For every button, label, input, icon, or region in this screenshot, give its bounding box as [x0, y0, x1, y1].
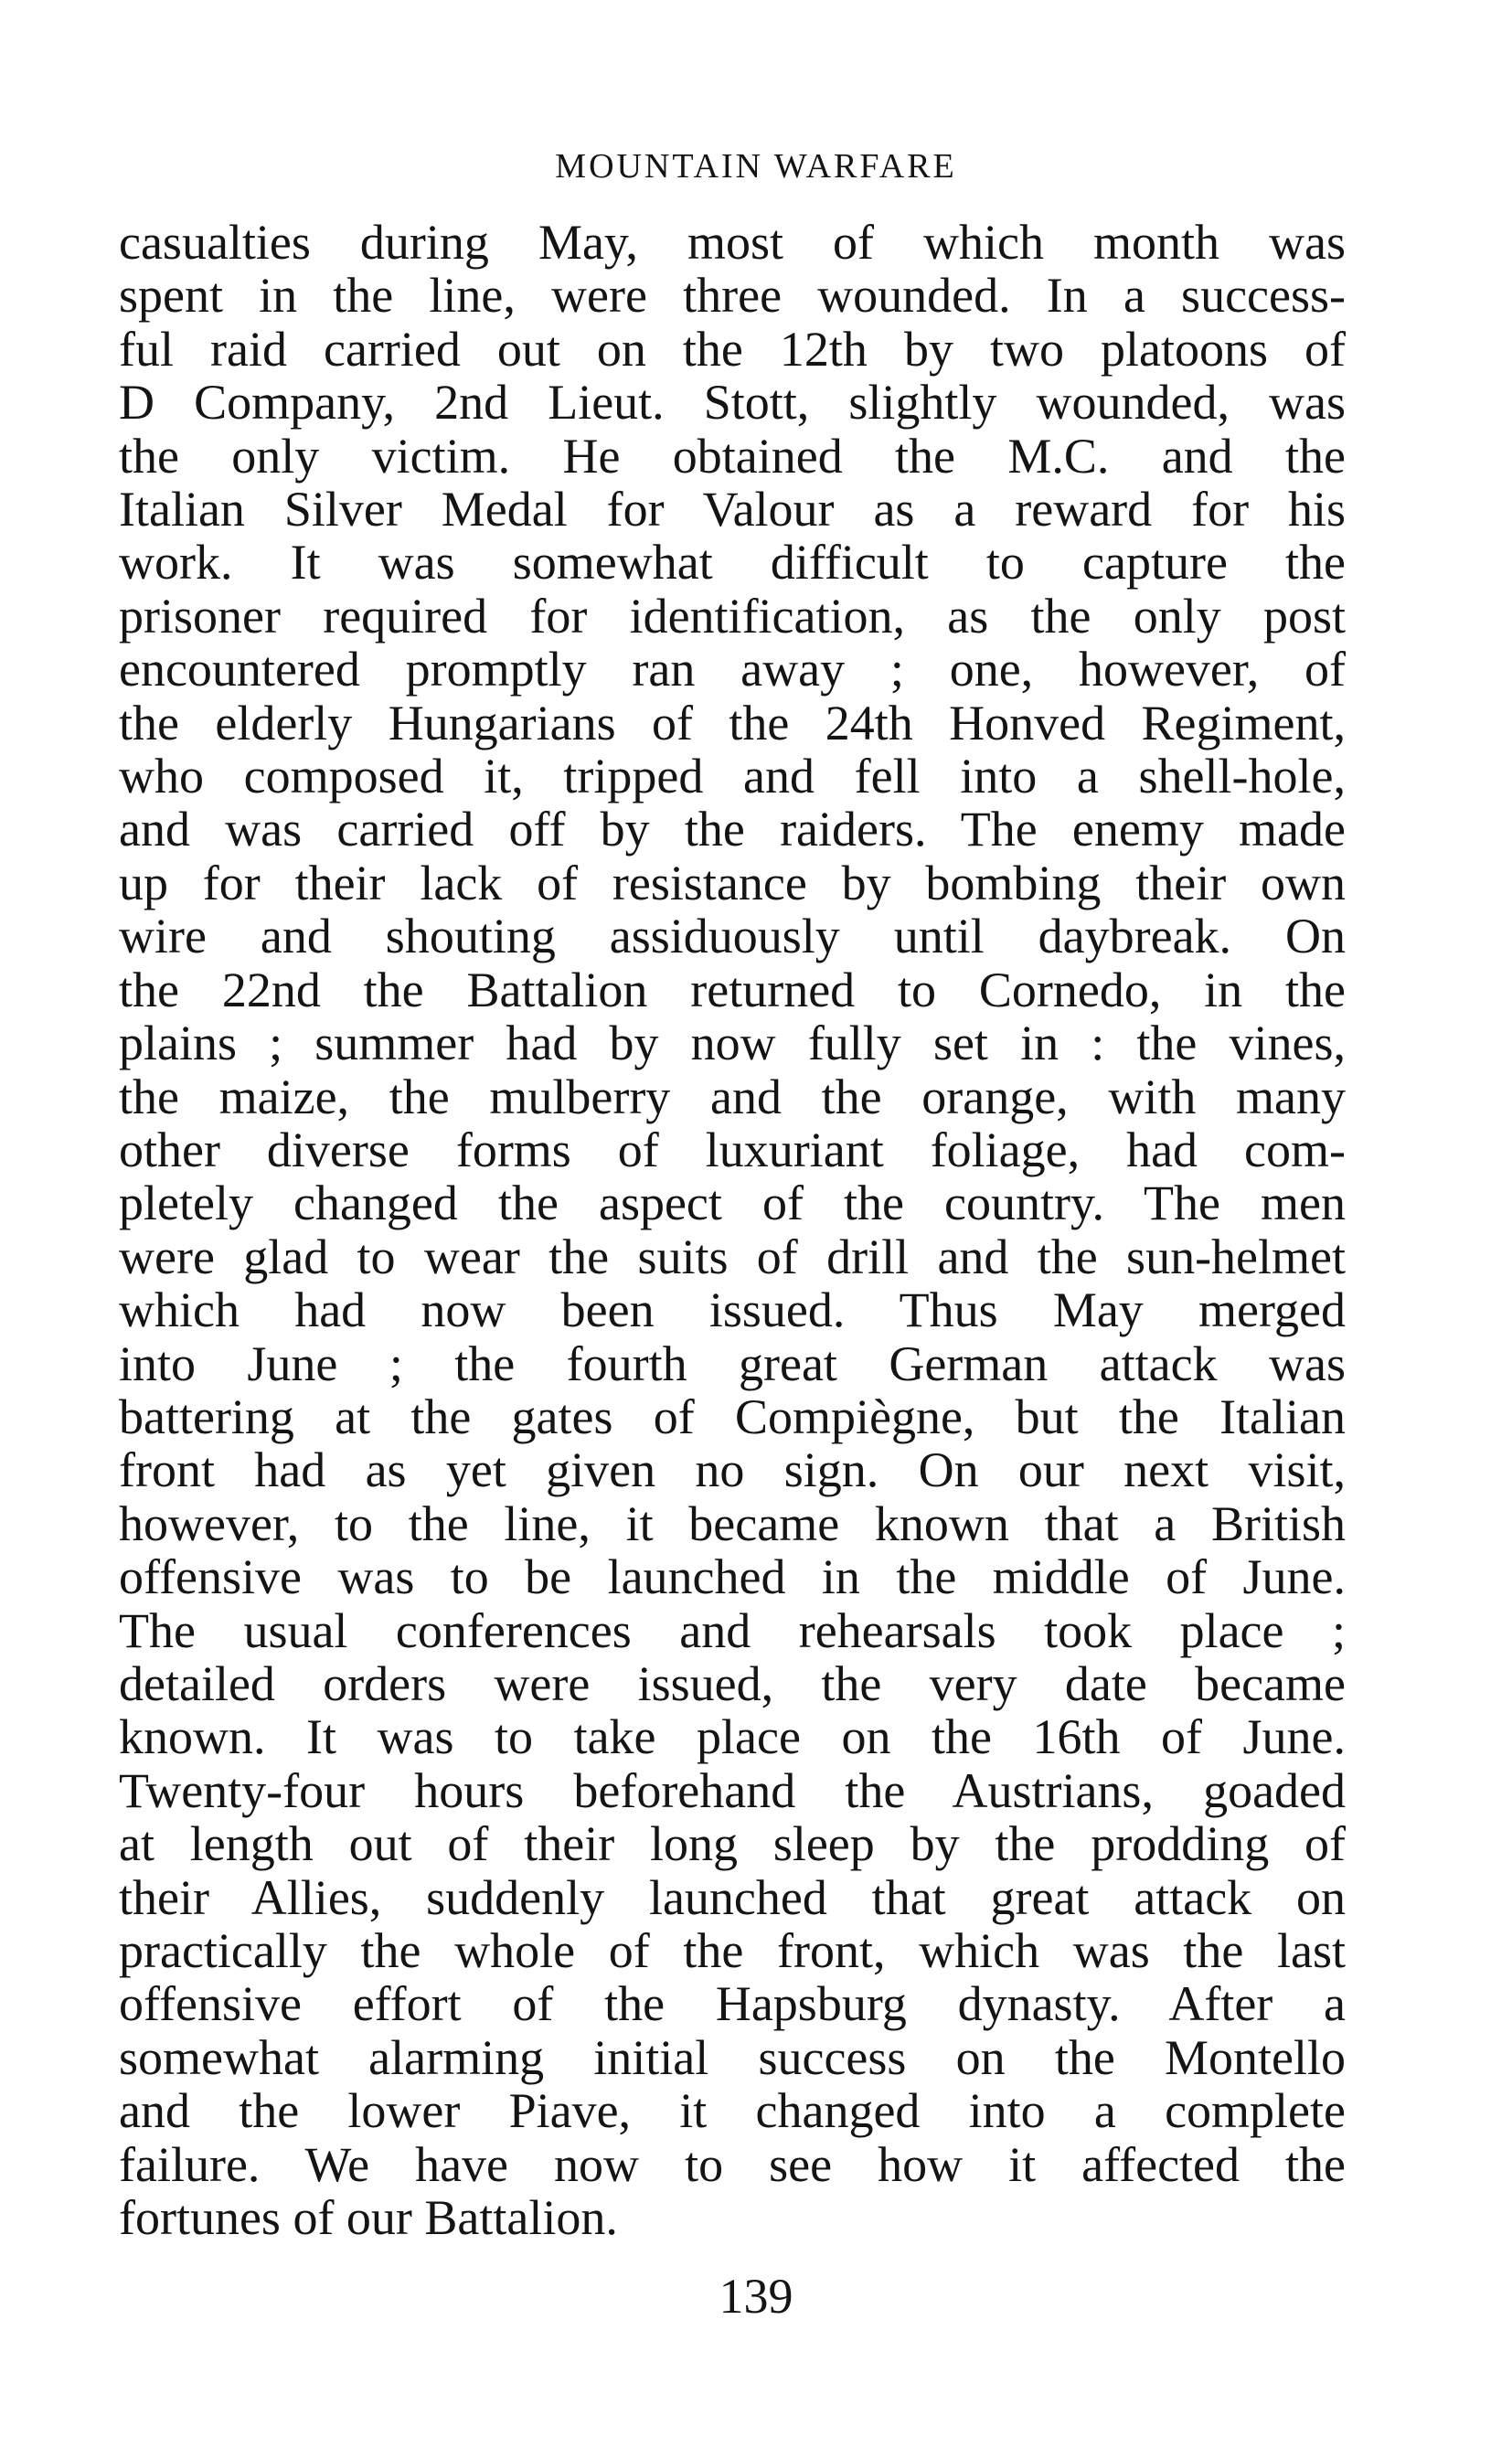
- text-line: front had as yet given no sign. On our next visit,: [119, 1442, 1346, 1498]
- text-line: their Allies, suddenly launched that great attack on: [119, 1869, 1346, 1925]
- text-line: the only victim. He obtained the M.C. and the: [119, 428, 1346, 484]
- text-line: detailed orders were issued, the very date became: [119, 1655, 1346, 1711]
- text-line: up for their lack of resistance by bombing their own: [119, 855, 1346, 910]
- running-head: MOUNTAIN WARFARE: [555, 147, 957, 186]
- text-line: battering at the gates of Compiègne, but the Italian: [119, 1389, 1346, 1444]
- body-paragraph: [119, 216, 1346, 2244]
- text-line: other diverse forms of luxuriant foliage, had com-: [119, 1122, 1346, 1177]
- page-number: 139: [719, 2269, 793, 2324]
- text-line: into June ; the fourth great German attack was: [119, 1335, 1346, 1391]
- text-line: The usual conferences and rehearsals took place ;: [119, 1602, 1346, 1658]
- text-line: failure. We have now to see how it affected the: [119, 2136, 1346, 2192]
- text-line: however, to the line, it became known that a British: [119, 1495, 1346, 1551]
- text-line: the 22nd the Battalion returned to Cornedo, in the: [119, 962, 1346, 1017]
- text-line: Twenty-four hours beforehand the Austrians, goaded: [119, 1762, 1346, 1818]
- text-line: were glad to wear the suits of drill and the sun-helmet: [119, 1229, 1346, 1284]
- text-line: who composed it, tripped and fell into a shell-hole,: [119, 749, 1346, 804]
- text-line: wire and shouting assiduously until daybreak. On: [119, 909, 1346, 964]
- text-line: known. It was to take place on the 16th of June.: [119, 1709, 1346, 1765]
- text-line: practically the whole of the front, which was the last: [119, 1923, 1346, 1978]
- text-line: offensive effort of the Hapsburg dynasty. After a: [119, 1976, 1346, 2032]
- text-line: somewhat alarming initial success on the Montello: [119, 2029, 1346, 2085]
- text-line: and was carried off by the raiders. The enemy made: [119, 802, 1346, 857]
- text-line: D Company, 2nd Lieut. Stott, slightly wounded, was: [119, 375, 1346, 431]
- text-line: offensive was to be launched in the middle of June.: [119, 1549, 1346, 1605]
- text-line: prisoner required for identification, as the only post: [119, 588, 1346, 644]
- text-line: fortunes of our Battalion.: [119, 2190, 618, 2246]
- text-line: plains ; summer had by now fully set in : the vines,: [119, 1016, 1346, 1071]
- text-line: and the lower Piave, it changed into a complete: [119, 2083, 1346, 2139]
- text-line: casualties during May, most of which month was: [119, 215, 1346, 270]
- text-line: the elderly Hungarians of the 24th Honved Regiment,: [119, 695, 1346, 750]
- text-line: the maize, the mulberry and the orange, with many: [119, 1069, 1346, 1124]
- text-line: at length out of their long sleep by the prodding of: [119, 1816, 1346, 1872]
- text-line: encountered promptly ran away ; one, however, of: [119, 642, 1346, 697]
- text-line: ful raid carried out on the 12th by two platoons of: [119, 321, 1346, 377]
- text-line: which had now been issued. Thus May merged: [119, 1282, 1346, 1338]
- text-line: work. It was somewhat difficult to capture the: [119, 535, 1346, 591]
- text-line: pletely changed the aspect of the country. The men: [119, 1176, 1346, 1231]
- text-line: spent in the line, were three wounded. In a success-: [119, 268, 1346, 324]
- text-line: Italian Silver Medal for Valour as a reward for his: [119, 482, 1346, 537]
